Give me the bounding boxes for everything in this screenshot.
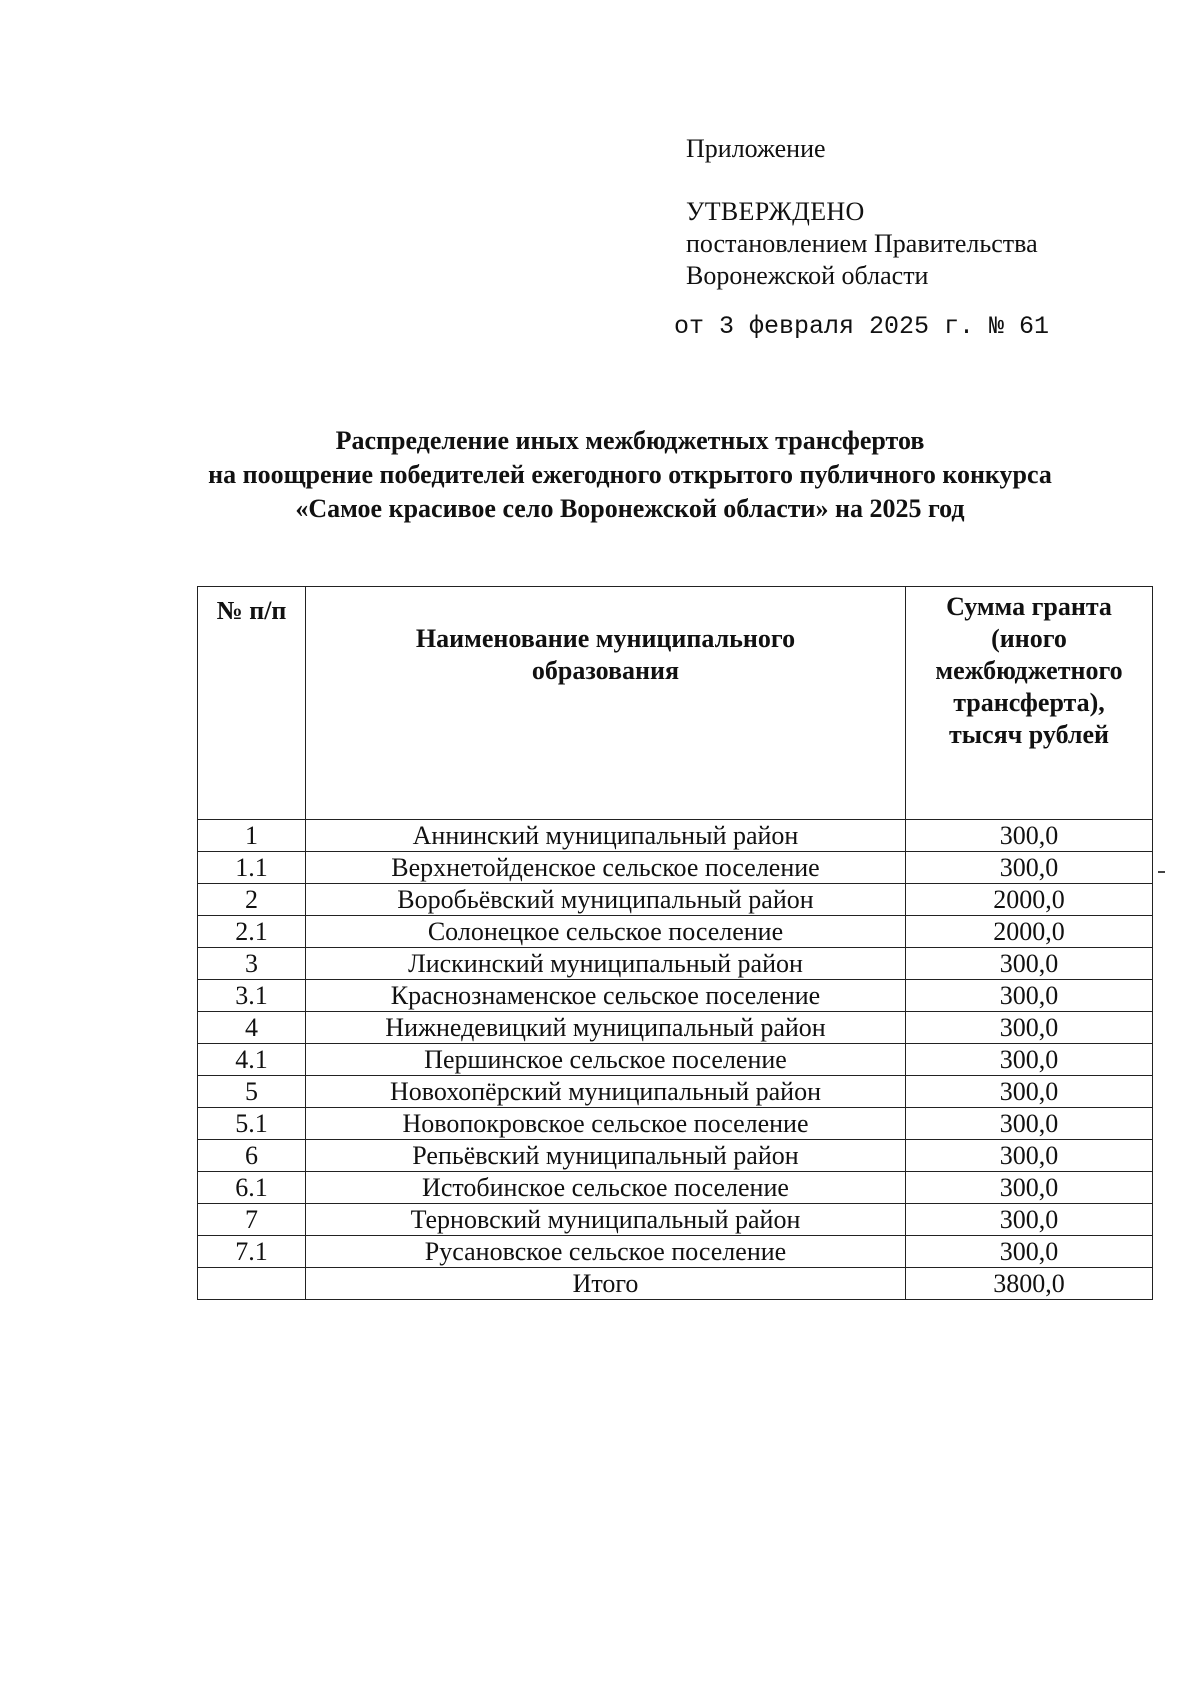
- row-grant-sum: 300,0: [906, 852, 1153, 884]
- row-number: 5: [198, 1076, 306, 1108]
- row-grant-sum: 300,0: [906, 1076, 1153, 1108]
- row-grant-sum: 300,0: [906, 820, 1153, 852]
- total-row: [198, 1268, 1153, 1300]
- row-municipality: Русановское сельское поселение: [306, 1236, 906, 1268]
- row-municipality: Репьёвский муниципальный район: [306, 1140, 906, 1172]
- header-municipality: [306, 587, 906, 820]
- row-number: 1.1: [198, 852, 306, 884]
- row-number: 7: [198, 1204, 306, 1236]
- row-municipality: Першинское сельское поселение: [306, 1044, 906, 1076]
- row-number: 2.1: [198, 916, 306, 948]
- row-grant-sum: 300,0: [906, 1204, 1153, 1236]
- row-municipality: Аннинский муниципальный район: [306, 820, 906, 852]
- row-number: 1: [198, 820, 306, 852]
- total-sum: 3800,0: [906, 1268, 1153, 1300]
- row-municipality: Лискинский муниципальный район: [306, 948, 906, 980]
- header-grant-sum: [906, 587, 1153, 820]
- table-row: [198, 884, 1153, 916]
- row-number: 2: [198, 884, 306, 916]
- table-body: [198, 820, 1153, 1268]
- total-label: Итого: [306, 1268, 906, 1300]
- decree-date-number: от 3 февраля 2025 г. № 61: [674, 312, 1050, 341]
- table-row: [198, 820, 1153, 852]
- row-number: 7.1: [198, 1236, 306, 1268]
- table-header-row: [198, 587, 1153, 820]
- attachment-label: Приложение: [686, 134, 826, 163]
- row-municipality: Терновский муниципальный район: [306, 1204, 906, 1236]
- header-sum-line-3: межбюджетного: [935, 656, 1123, 685]
- row-number: 5.1: [198, 1108, 306, 1140]
- header-number: № п/п: [198, 587, 306, 820]
- row-municipality: Воробьёвский муниципальный район: [306, 884, 906, 916]
- row-number: 3.1: [198, 980, 306, 1012]
- row-number: 6.1: [198, 1172, 306, 1204]
- approved-by-line-2: Воронежской области: [686, 261, 929, 290]
- table-row: [198, 916, 1153, 948]
- table-row: [198, 1204, 1153, 1236]
- approved-label: УТВЕРЖДЕНО: [686, 197, 865, 226]
- row-municipality: Нижнедевицкий муниципальный район: [306, 1012, 906, 1044]
- row-grant-sum: 300,0: [906, 948, 1153, 980]
- header-sum-line-5: тысяч рублей: [948, 720, 1110, 749]
- row-grant-sum: 2000,0: [906, 916, 1153, 948]
- row-grant-sum: 300,0: [906, 1140, 1153, 1172]
- row-grant-sum: 300,0: [906, 1044, 1153, 1076]
- table-row: [198, 1076, 1153, 1108]
- row-grant-sum: 300,0: [906, 1012, 1153, 1044]
- table-row: [198, 1012, 1153, 1044]
- row-municipality: Истобинское сельское поселение: [306, 1172, 906, 1204]
- table-row: [198, 852, 1153, 884]
- title-line-3: «Самое красивое село Воронежской области» на 2025 год: [295, 494, 965, 523]
- table-row: [198, 1172, 1153, 1204]
- approval-block: [686, 196, 1038, 292]
- row-number: 6: [198, 1140, 306, 1172]
- row-grant-sum: 2000,0: [906, 884, 1153, 916]
- row-grant-sum: 300,0: [906, 1236, 1153, 1268]
- row-municipality: Новопокровское сельское поселение: [306, 1108, 906, 1140]
- row-number: 3: [198, 948, 306, 980]
- row-municipality: Новохопёрский муниципальный район: [306, 1076, 906, 1108]
- row-municipality: Краснознаменское сельское поселение: [306, 980, 906, 1012]
- header-municipality-line-2: образования: [531, 656, 680, 685]
- row-grant-sum: 300,0: [906, 1172, 1153, 1204]
- header-municipality-line-1: Наименование муниципального: [415, 624, 796, 653]
- table-row: [198, 980, 1153, 1012]
- row-municipality: Верхнетойденское сельское поселение: [306, 852, 906, 884]
- table-row: [198, 1236, 1153, 1268]
- row-grant-sum: 300,0: [906, 980, 1153, 1012]
- row-number: 4.1: [198, 1044, 306, 1076]
- title-line-1: Распределение иных межбюджетных трансфертов: [335, 426, 925, 455]
- document-title: [130, 424, 1130, 526]
- table-row: [198, 948, 1153, 980]
- table-row: [198, 1108, 1153, 1140]
- table-row: [198, 1140, 1153, 1172]
- header-sum-line-4: трансферта),: [953, 688, 1105, 717]
- grants-table: [197, 586, 1153, 1300]
- scan-mark: [1158, 871, 1165, 873]
- row-number: 4: [198, 1012, 306, 1044]
- table-row: [198, 1044, 1153, 1076]
- title-line-2: на поощрение победителей ежегодного открытого публичного конкурса: [208, 460, 1052, 489]
- row-grant-sum: 300,0: [906, 1108, 1153, 1140]
- approved-by-line-1: постановлением Правительства: [686, 229, 1038, 258]
- header-sum-line-1: Сумма гранта: [946, 592, 1112, 621]
- header-sum-line-2: (иного: [991, 624, 1067, 653]
- total-number: [198, 1268, 306, 1300]
- row-municipality: Солонецкое сельское поселение: [306, 916, 906, 948]
